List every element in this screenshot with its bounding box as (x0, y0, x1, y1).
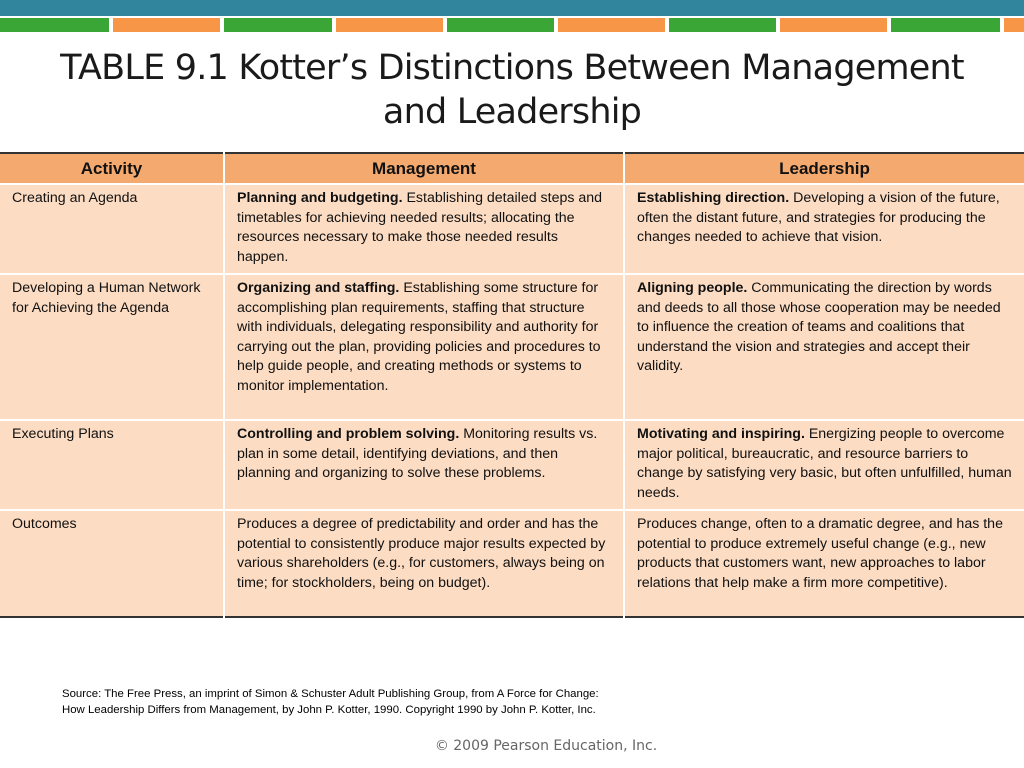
accent-tab (780, 18, 887, 32)
leadership-description: Communicating the direction by words and deeds to all those whose cooperation may be needed to influence the creation of teams and coalitions that understand the vision and strategies and accept their validity. (637, 280, 1001, 374)
source-line-2: How Leadership Differs from Management, by John P. Kotter, 1990. Copyright 1990 by John P. Kotter, Inc. (62, 704, 596, 716)
activity-cell: Outcomes (0, 510, 224, 617)
accent-tab (447, 18, 554, 32)
accent-tab (558, 18, 665, 32)
slide-title (40, 46, 984, 134)
source-line-1: Source: The Free Press, an imprint of Simon & Schuster Adult Publishing Group, from A Force for Change: (62, 688, 599, 700)
header-activity: Activity (0, 153, 224, 184)
leadership-description: Energizing people to overcome major political, bureaucratic, and resource barriers to change by satisfying very basic, but often unfulfilled, human needs. (637, 426, 1012, 501)
leadership-cell (624, 420, 1024, 510)
activity-cell: Executing Plans (0, 420, 224, 510)
header-leadership: Leadership (624, 153, 1024, 184)
management-description: Establishing detailed steps and timetables for achieving needed results; allocating the resources necessary to make those needed results happen. (237, 190, 603, 265)
management-heading: Organizing and staffing. (237, 280, 400, 296)
leadership-cell (624, 274, 1024, 420)
top-accent-bar (0, 0, 1024, 16)
activity-cell: Developing a Human Network for Achieving the Agenda (0, 274, 224, 420)
table-row (0, 510, 1024, 617)
accent-tab (0, 18, 109, 32)
accent-tab (224, 18, 332, 32)
management-cell (224, 274, 624, 420)
accent-tab-strip (0, 18, 1024, 32)
leadership-heading: Establishing direction. (637, 190, 790, 206)
accent-tab (891, 18, 1000, 32)
accent-tab (113, 18, 220, 32)
management-heading: Controlling and problem solving. (237, 426, 460, 442)
copyright-notice: © 2009 Pearson Education, Inc. (434, 738, 658, 754)
management-cell: Produces a degree of predictability and order and has the potential to consistently produce major results expected by various shareholders (e.g., for customers, always being on time; for stockholders, being on budget). (224, 510, 624, 617)
leadership-cell (624, 184, 1024, 274)
accent-tab (1004, 18, 1024, 32)
title-line-1: TABLE 9.1 Kotter’s Distinctions Between Management (60, 48, 964, 88)
source-citation (62, 686, 762, 718)
table-header-row (0, 153, 1024, 184)
table-row (0, 184, 1024, 274)
title-line-2: and Leadership (382, 92, 642, 132)
leadership-cell: Produces change, often to a dramatic degree, and has the potential to produce extremely useful change (e.g., new products that customers want, new approaches to labor relations that help make a firm more competitive). (624, 510, 1024, 617)
accent-tab (336, 18, 443, 32)
management-description: Monitoring results vs. plan in some detail, identifying deviations, and then planning and organizing to solve these problems. (237, 426, 598, 481)
table-row (0, 420, 1024, 510)
leadership-heading: Motivating and inspiring. (637, 426, 805, 442)
activity-cell: Creating an Agenda (0, 184, 224, 274)
header-management: Management (224, 153, 624, 184)
management-heading: Planning and budgeting. (237, 190, 403, 206)
management-cell (224, 420, 624, 510)
kotter-table (0, 152, 1024, 618)
table-row (0, 274, 1024, 420)
leadership-description: Developing a vision of the future, often the distant future, and strategies for producing the changes needed to achieve that vision. (637, 190, 1000, 245)
accent-tab (669, 18, 776, 32)
management-description: Establishing some structure for accomplishing plan requirements, staffing that structure with individuals, delegating responsibility and authority for carrying out the plan, providing policies and procedures to help guide people, and creating methods or systems to monitor implementation. (237, 280, 601, 394)
management-cell (224, 184, 624, 274)
leadership-heading: Aligning people. (637, 280, 748, 296)
